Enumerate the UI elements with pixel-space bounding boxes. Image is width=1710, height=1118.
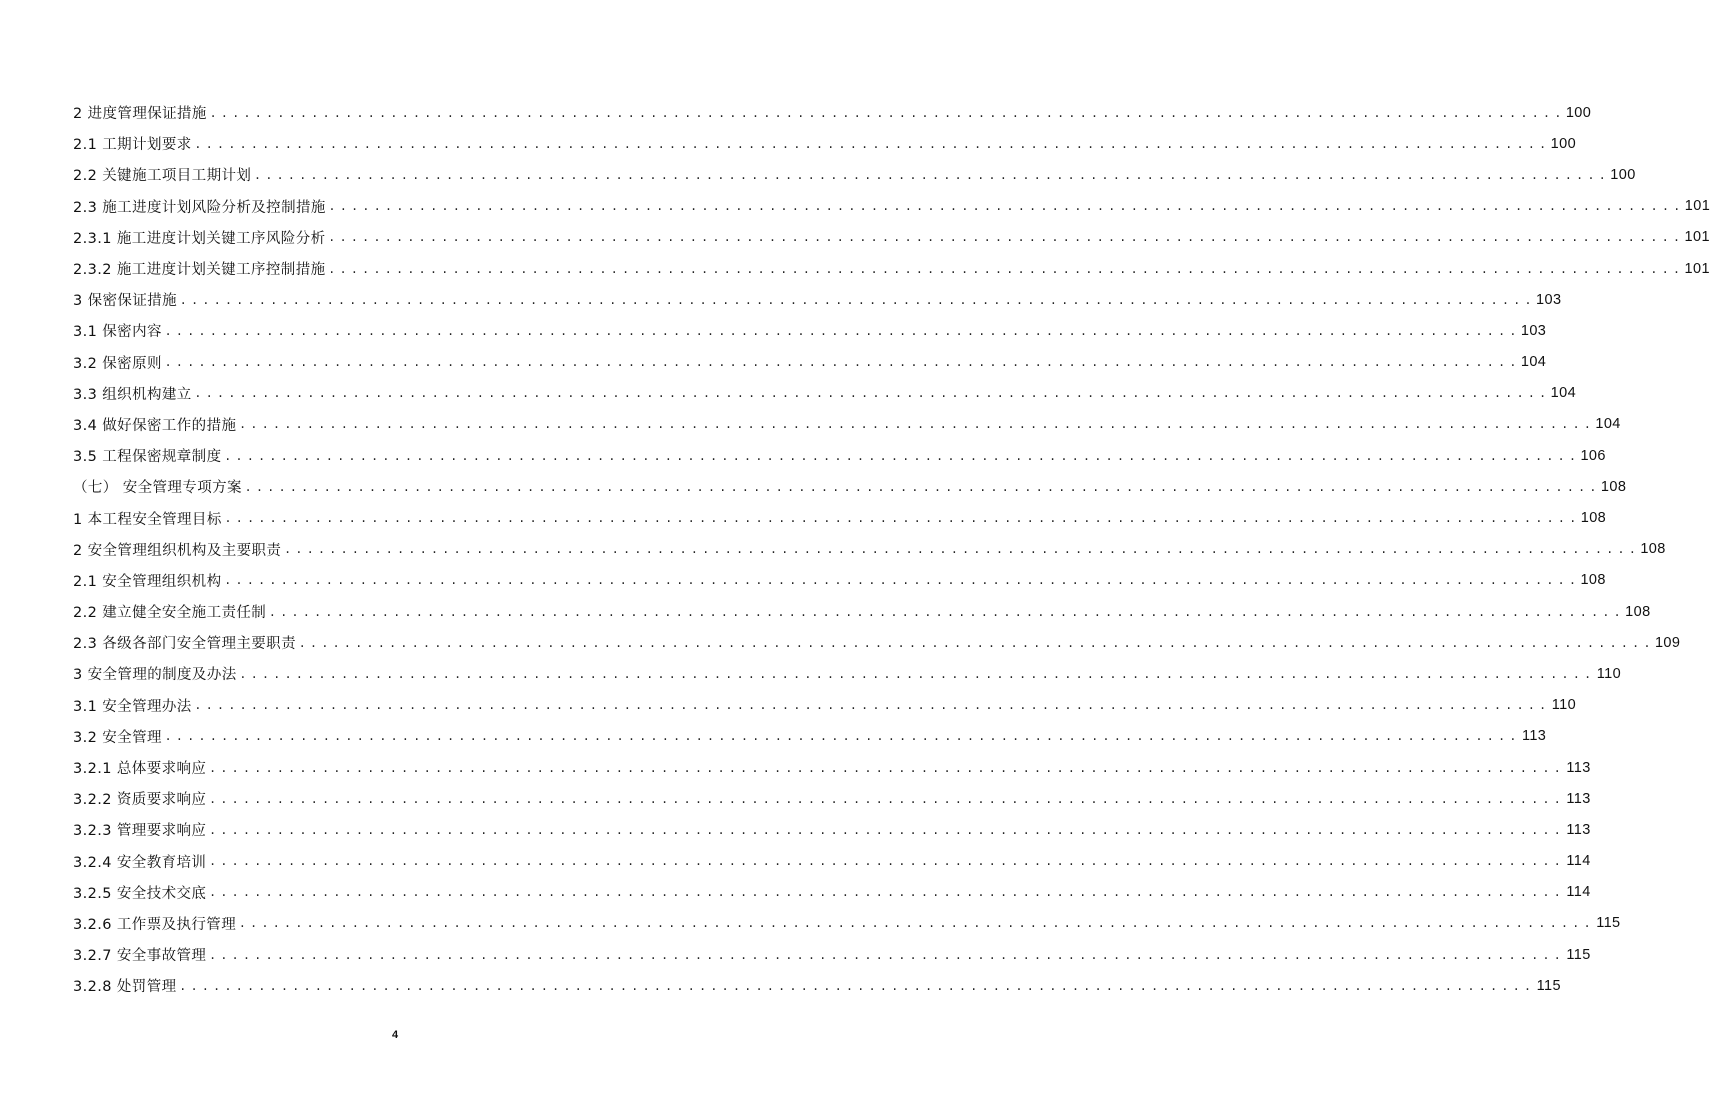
toc-entry-label: 3.2.2 资质要求响应 [73, 792, 207, 809]
toc-dot-leader: . . . . . . . . . . . . . . . . . . . . . . . . . . . . . . . . . . . . . . . . . . . . . . . . . . . . . . . . . . . . . . . . . . . . . . . . . . . . . . . . . . . . . . . . . . . . . . . . . . . . . . . . . . . . . . . . . . . . . . . . [329, 229, 1680, 246]
toc-entry-label: 3.5 工程保密规章制度 [73, 449, 222, 466]
toc-dot-leader: . . . . . . . . . . . . . . . . . . . . . . . . . . . . . . . . . . . . . . . . . . . . . . . . . . . . . . . . . . . . . . . . . . . . . . . . . . . . . . . . . . . . . . . . . . . . . . . . . . . . . . . . . . . . . . . . . . . . . . . . [165, 728, 1517, 745]
toc-entry-label: 2.3 各级各部门安全管理主要职责 [73, 636, 296, 653]
toc-entry-page: 113 [1521, 728, 1547, 745]
toc-dot-leader: . . . . . . . . . . . . . . . . . . . . . . . . . . . . . . . . . . . . . . . . . . . . . . . . . . . . . . . . . . . . . . . . . . . . . . . . . . . . . . . . . . . . . . . . . . . . . . . . . . . . . . . . . . . . . . . . . . . . . . . . [210, 946, 1561, 963]
toc-entry-label: 2.3.2 施工进度计划关键工序控制措施 [73, 262, 326, 279]
toc-dot-leader: . . . . . . . . . . . . . . . . . . . . . . . . . . . . . . . . . . . . . . . . . . . . . . . . . . . . . . . . . . . . . . . . . . . . . . . . . . . . . . . . . . . . . . . . . . . . . . . . . . . . . . . . . . . . . . . . . . . . . . . . [225, 447, 1576, 464]
toc-entry[interactable] [73, 939, 1591, 970]
toc-entry-label: （七） 安全管理专项方案 [73, 480, 242, 497]
toc-entry-page: 108 [1580, 572, 1606, 589]
toc-dot-leader: . . . . . . . . . . . . . . . . . . . . . . . . . . . . . . . . . . . . . . . . . . . . . . . . . . . . . . . . . . . . . . . . . . . . . . . . . . . . . . . . . . . . . . . . . . . . . . . . . . . . . . . . . . . . . . . . . . . . . . . . [240, 915, 1591, 932]
toc-entry-label: 3.3 组织机构建立 [73, 386, 192, 403]
toc-entry-label: 2.3.1 施工进度计划关键工序风险分析 [73, 230, 326, 247]
toc-dot-leader: . . . . . . . . . . . . . . . . . . . . . . . . . . . . . . . . . . . . . . . . . . . . . . . . . . . . . . . . . . . . . . . . . . . . . . . . . . . . . . . . . . . . . . . . . . . . . . . . . . . . . . . . . . . . . . . . . . . . . . . . [225, 572, 1576, 589]
toc-entry[interactable] [73, 658, 1622, 689]
toc-entry-page: 110 [1551, 697, 1577, 714]
toc-entry[interactable] [73, 908, 1621, 939]
toc-entry[interactable] [73, 440, 1606, 471]
toc-entry-label: 3.2.7 安全事故管理 [73, 948, 207, 965]
toc-entry[interactable] [73, 596, 1651, 627]
toc-entry-label: 3.2 安全管理 [73, 729, 162, 746]
toc-dot-leader: . . . . . . . . . . . . . . . . . . . . . . . . . . . . . . . . . . . . . . . . . . . . . . . . . . . . . . . . . . . . . . . . . . . . . . . . . . . . . . . . . . . . . . . . . . . . . . . . . . . . . . . . . . . . . . . . . . . . . . . . [210, 821, 1561, 838]
toc-dot-leader: . . . . . . . . . . . . . . . . . . . . . . . . . . . . . . . . . . . . . . . . . . . . . . . . . . . . . . . . . . . . . . . . . . . . . . . . . . . . . . . . . . . . . . . . . . . . . . . . . . . . . . . . . . . . . . . . . . . . . . . . [210, 104, 1562, 121]
toc-entry-page: 106 [1580, 447, 1606, 464]
toc-entry[interactable] [73, 846, 1591, 877]
toc-entry-label: 3.2.3 管理要求响应 [73, 823, 207, 840]
toc-entry[interactable] [73, 721, 1547, 752]
page-number: 4 [391, 1029, 399, 1041]
toc-entry-label: 3.2.1 总体要求响应 [73, 761, 207, 778]
toc-entry-label: 3.2.4 安全教育培训 [73, 854, 207, 871]
toc-entry-label: 1 本工程安全管理目标 [73, 511, 222, 528]
toc-dot-leader: . . . . . . . . . . . . . . . . . . . . . . . . . . . . . . . . . . . . . . . . . . . . . . . . . . . . . . . . . . . . . . . . . . . . . . . . . . . . . . . . . . . . . . . . . . . . . . . . . . . . . . . . . . . . . . . . . . . . . . . . [285, 541, 1636, 558]
table-of-contents [73, 97, 1710, 1001]
toc-entry[interactable] [73, 222, 1710, 253]
toc-dot-leader: . . . . . . . . . . . . . . . . . . . . . . . . . . . . . . . . . . . . . . . . . . . . . . . . . . . . . . . . . . . . . . . . . . . . . . . . . . . . . . . . . . . . . . . . . . . . . . . . . . . . . . . . . . . . . . . . . . . . . . . . [165, 322, 1517, 339]
toc-entry-page: 108 [1640, 541, 1666, 558]
toc-entry[interactable] [73, 690, 1577, 721]
toc-entry[interactable] [73, 970, 1561, 1001]
toc-dot-leader: . . . . . . . . . . . . . . . . . . . . . . . . . . . . . . . . . . . . . . . . . . . . . . . . . . . . . . . . . . . . . . . . . . . . . . . . . . . . . . . . . . . . . . . . . . . . . . . . . . . . . . . . . . . . . . . . . . . . . . . . [225, 510, 1577, 527]
toc-dot-leader: . . . . . . . . . . . . . . . . . . . . . . . . . . . . . . . . . . . . . . . . . . . . . . . . . . . . . . . . . . . . . . . . . . . . . . . . . . . . . . . . . . . . . . . . . . . . . . . . . . . . . . . . . . . . . . . . . . . . . . . . [195, 385, 1547, 402]
toc-entry-label: 3.1 安全管理办法 [73, 698, 192, 715]
toc-entry-page: 109 [1654, 634, 1681, 651]
toc-entry-label: 2 安全管理组织机构及主要职责 [73, 542, 282, 559]
toc-entry-label: 3.2 保密原则 [73, 355, 162, 372]
toc-dot-leader: . . . . . . . . . . . . . . . . . . . . . . . . . . . . . . . . . . . . . . . . . . . . . . . . . . . . . . . . . . . . . . . . . . . . . . . . . . . . . . . . . . . . . . . . . . . . . . . . . . . . . . . . . . . . . . . . . . . . . . . . [210, 884, 1561, 901]
toc-dot-leader: . . . . . . . . . . . . . . . . . . . . . . . . . . . . . . . . . . . . . . . . . . . . . . . . . . . . . . . . . . . . . . . . . . . . . . . . . . . . . . . . . . . . . . . . . . . . . . . . . . . . . . . . . . . . . . . . . . . . . . . . [195, 135, 1547, 152]
toc-entry[interactable] [73, 97, 1592, 128]
toc-entry[interactable] [73, 877, 1591, 908]
toc-entry-label: 3.2.6 工作票及执行管理 [73, 916, 237, 933]
toc-dot-leader: . . . . . . . . . . . . . . . . . . . . . . . . . . . . . . . . . . . . . . . . . . . . . . . . . . . . . . . . . . . . . . . . . . . . . . . . . . . . . . . . . . . . . . . . . . . . . . . . . . . . . . . . . . . . . . . . . . . . . . . . [255, 166, 1606, 183]
toc-dot-leader: . . . . . . . . . . . . . . . . . . . . . . . . . . . . . . . . . . . . . . . . . . . . . . . . . . . . . . . . . . . . . . . . . . . . . . . . . . . . . . . . . . . . . . . . . . . . . . . . . . . . . . . . . . . . . . . . . . . . . . . . [210, 790, 1561, 807]
toc-entry[interactable] [73, 502, 1607, 533]
toc-entry-page: 115 [1536, 977, 1561, 994]
toc-dot-leader: . . . . . . . . . . . . . . . . . . . . . . . . . . . . . . . . . . . . . . . . . . . . . . . . . . . . . . . . . . . . . . . . . . . . . . . . . . . . . . . . . . . . . . . . . . . . . . . . . . . . . . . . . . . . . . . . . . . . . . . . [240, 665, 1592, 682]
toc-entry-label: 2.3 施工进度计划风险分析及控制措施 [73, 199, 326, 216]
toc-entry[interactable] [73, 159, 1636, 190]
toc-entry-label: 2 进度管理保证措施 [73, 106, 207, 123]
toc-dot-leader: . . . . . . . . . . . . . . . . . . . . . . . . . . . . . . . . . . . . . . . . . . . . . . . . . . . . . . . . . . . . . . . . . . . . . . . . . . . . . . . . . . . . . . . . . . . . . . . . . . . . . . . . . . . . . . . . . . . . . . . . [180, 977, 1531, 994]
toc-dot-leader: . . . . . . . . . . . . . . . . . . . . . . . . . . . . . . . . . . . . . . . . . . . . . . . . . . . . . . . . . . . . . . . . . . . . . . . . . . . . . . . . . . . . . . . . . . . . . . . . . . . . . . . . . . . . . . . . . . . . . . . . [299, 634, 1651, 651]
toc-entry-page: 114 [1566, 853, 1591, 870]
toc-entry[interactable] [73, 191, 1710, 222]
toc-entry-label: 3 安全管理的制度及办法 [73, 667, 237, 684]
toc-entry-page: 114 [1566, 884, 1591, 901]
toc-entry-label: 2.1 工期计划要求 [73, 137, 192, 154]
toc-entry-page: 113 [1566, 821, 1591, 838]
toc-dot-leader: . . . . . . . . . . . . . . . . . . . . . . . . . . . . . . . . . . . . . . . . . . . . . . . . . . . . . . . . . . . . . . . . . . . . . . . . . . . . . . . . . . . . . . . . . . . . . . . . . . . . . . . . . . . . . . . . . . . . . . . . [210, 853, 1561, 870]
toc-entry-page: 101 [1684, 260, 1710, 277]
toc-entry-page: 110 [1596, 665, 1622, 682]
toc-entry-page: 108 [1580, 510, 1607, 527]
toc-entry-page: 103 [1536, 291, 1562, 308]
toc-entry-page: 108 [1625, 603, 1651, 620]
toc-entry-page: 115 [1596, 915, 1621, 932]
toc-entry[interactable] [73, 627, 1681, 658]
toc-entry[interactable] [73, 752, 1591, 783]
toc-dot-leader: . . . . . . . . . . . . . . . . . . . . . . . . . . . . . . . . . . . . . . . . . . . . . . . . . . . . . . . . . . . . . . . . . . . . . . . . . . . . . . . . . . . . . . . . . . . . . . . . . . . . . . . . . . . . . . . . . . . . . . . . [210, 759, 1561, 776]
toc-entry-page: 100 [1550, 135, 1577, 152]
toc-entry[interactable] [73, 814, 1591, 845]
toc-dot-leader: . . . . . . . . . . . . . . . . . . . . . . . . . . . . . . . . . . . . . . . . . . . . . . . . . . . . . . . . . . . . . . . . . . . . . . . . . . . . . . . . . . . . . . . . . . . . . . . . . . . . . . . . . . . . . . . . . . . . . . . . [240, 416, 1591, 433]
toc-entry-page: 100 [1565, 104, 1592, 121]
toc-entry-page: 113 [1566, 790, 1591, 807]
toc-dot-leader: . . . . . . . . . . . . . . . . . . . . . . . . . . . . . . . . . . . . . . . . . . . . . . . . . . . . . . . . . . . . . . . . . . . . . . . . . . . . . . . . . . . . . . . . . . . . . . . . . . . . . . . . . . . . . . . . . . . . . . . . [165, 354, 1517, 371]
toc-entry-label: 2.2 建立健全安全施工责任制 [73, 605, 267, 622]
toc-entry-page: 104 [1520, 354, 1547, 371]
toc-entry[interactable] [73, 783, 1591, 814]
toc-entry[interactable] [73, 409, 1621, 440]
toc-entry[interactable] [73, 315, 1547, 346]
toc-entry-page: 113 [1566, 759, 1591, 776]
toc-entry-label: 3.4 做好保密工作的措施 [73, 417, 237, 434]
toc-entry[interactable] [73, 253, 1710, 284]
toc-entry-page: 108 [1600, 478, 1627, 495]
toc-entry-page: 104 [1550, 385, 1577, 402]
toc-entry[interactable] [73, 284, 1562, 315]
toc-entry-label: 3.2.5 安全技术交底 [73, 885, 207, 902]
toc-entry[interactable] [73, 565, 1606, 596]
toc-entry-label: 3.1 保密内容 [73, 324, 162, 341]
toc-entry[interactable] [73, 534, 1666, 565]
toc-entry-label: 2.2 关键施工项目工期计划 [73, 168, 252, 185]
toc-entry[interactable] [73, 128, 1577, 159]
toc-entry-label: 3.2.8 处罚管理 [73, 979, 177, 996]
toc-entry-page: 101 [1684, 198, 1710, 215]
toc-entry[interactable] [73, 471, 1627, 502]
toc-entry-page: 100 [1610, 166, 1636, 183]
toc-entry-page: 103 [1520, 322, 1547, 339]
toc-entry-page: 104 [1595, 416, 1621, 433]
toc-dot-leader: . . . . . . . . . . . . . . . . . . . . . . . . . . . . . . . . . . . . . . . . . . . . . . . . . . . . . . . . . . . . . . . . . . . . . . . . . . . . . . . . . . . . . . . . . . . . . . . . . . . . . . . . . . . . . . . . . . . . . . . . [329, 260, 1680, 277]
toc-entry[interactable] [73, 347, 1547, 378]
toc-entry-page: 101 [1684, 229, 1710, 246]
toc-entry-label: 2.1 安全管理组织机构 [73, 573, 222, 590]
toc-dot-leader: . . . . . . . . . . . . . . . . . . . . . . . . . . . . . . . . . . . . . . . . . . . . . . . . . . . . . . . . . . . . . . . . . . . . . . . . . . . . . . . . . . . . . . . . . . . . . . . . . . . . . . . . . . . . . . . . . . . . . . . . [329, 198, 1681, 215]
toc-entry-label: 3 保密保证措施 [73, 293, 178, 310]
toc-dot-leader: . . . . . . . . . . . . . . . . . . . . . . . . . . . . . . . . . . . . . . . . . . . . . . . . . . . . . . . . . . . . . . . . . . . . . . . . . . . . . . . . . . . . . . . . . . . . . . . . . . . . . . . . . . . . . . . . . . . . . . . . [195, 697, 1547, 714]
toc-dot-leader: . . . . . . . . . . . . . . . . . . . . . . . . . . . . . . . . . . . . . . . . . . . . . . . . . . . . . . . . . . . . . . . . . . . . . . . . . . . . . . . . . . . . . . . . . . . . . . . . . . . . . . . . . . . . . . . . . . . . . . . . [270, 603, 1621, 620]
toc-dot-leader: . . . . . . . . . . . . . . . . . . . . . . . . . . . . . . . . . . . . . . . . . . . . . . . . . . . . . . . . . . . . . . . . . . . . . . . . . . . . . . . . . . . . . . . . . . . . . . . . . . . . . . . . . . . . . . . . . . . . . . . . [245, 478, 1597, 495]
toc-dot-leader: . . . . . . . . . . . . . . . . . . . . . . . . . . . . . . . . . . . . . . . . . . . . . . . . . . . . . . . . . . . . . . . . . . . . . . . . . . . . . . . . . . . . . . . . . . . . . . . . . . . . . . . . . . . . . . . . . . . . . . . . [181, 291, 1532, 308]
toc-entry-page: 115 [1566, 946, 1591, 963]
toc-entry[interactable] [73, 378, 1577, 409]
